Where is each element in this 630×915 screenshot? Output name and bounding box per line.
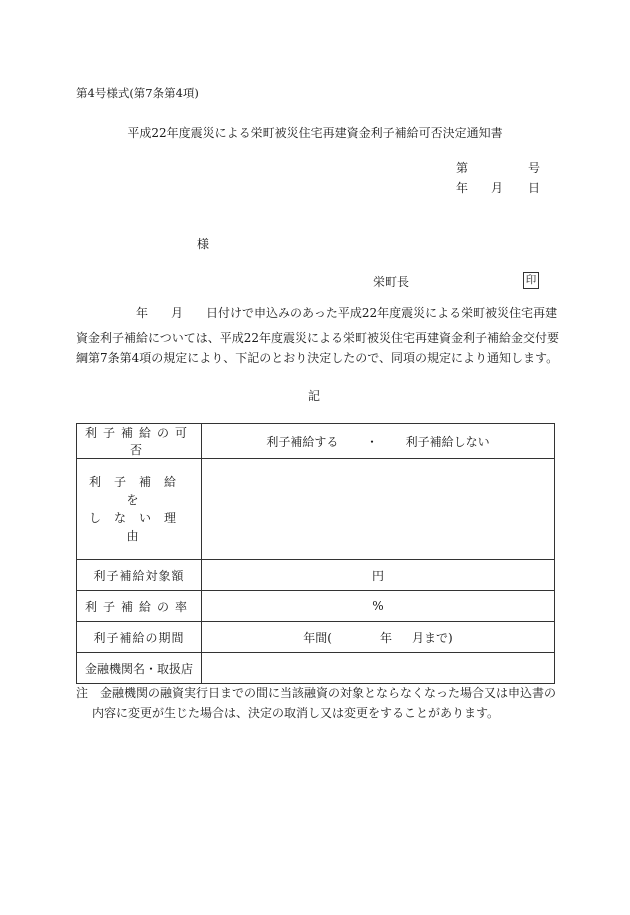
- table-row-reason: [77, 459, 555, 560]
- option-no-subsidize: 利子補給しない: [405, 434, 490, 449]
- form-number: 第4号様式(第7条第4項): [76, 86, 199, 100]
- period-end-year: 年: [379, 630, 392, 645]
- reference-number-prefix: 第: [456, 161, 469, 175]
- period-end-month: 月まで): [412, 630, 453, 645]
- label-period: 利子補給の期間: [77, 622, 202, 653]
- option-separator: ・: [365, 434, 378, 449]
- note-line-1: 注 金融機関の融資実行日までの間に当該融資の対象とならなくなった場合又は申込書の: [76, 686, 557, 700]
- body-year-label: 年: [136, 306, 149, 320]
- addressee-honorific: 様: [197, 237, 210, 251]
- value-bank: [202, 653, 555, 684]
- value-rate: [202, 591, 555, 622]
- reference-number-suffix: 号: [528, 161, 541, 175]
- note-line-2: 内容に変更が生じた場合は、決定の取消し又は変更をすることがあります。: [92, 706, 500, 720]
- label-rate: 利子補給の率: [77, 591, 202, 622]
- body-paragraph-line-1: [76, 306, 557, 320]
- document-title: 平成22年度震災による栄町被災住宅再建資金利子補給可否決定通知書: [127, 126, 503, 140]
- date-day-label: 日: [528, 181, 541, 195]
- label-bank: 金融機関名・取扱店: [77, 653, 202, 684]
- seal-mark: 印: [523, 272, 539, 289]
- date-year-label: 年: [456, 181, 469, 195]
- value-reason: [202, 459, 555, 560]
- body-paragraph-line-2: 資金利子補給については、平成22年度震災による栄町被災住宅再建資金利子補給金交付要: [76, 331, 560, 345]
- label-reason: [77, 459, 202, 560]
- ki-heading: 記: [308, 389, 321, 403]
- label-reason-line-2: しない理由: [88, 511, 189, 543]
- date-month-label: 月: [491, 181, 504, 195]
- label-amount: 利子補給対象額: [77, 560, 202, 591]
- option-subsidize: 利子補給する: [266, 434, 339, 449]
- table-row-rate: [77, 591, 555, 622]
- table-row-period: [77, 622, 555, 653]
- body-line-1-text: 日付けで申込みのあった平成22年度震災による栄町被災住宅再建: [206, 306, 558, 320]
- period-years: 年間(: [303, 630, 332, 645]
- rate-unit: %: [372, 599, 384, 613]
- body-month-label: 月: [171, 306, 184, 320]
- body-paragraph-line-3: 綱第7条第4項の規定により、下記のとおり決定したので、同項の規定により通知します。: [76, 351, 559, 365]
- value-subsidy-decision: [202, 424, 555, 459]
- label-subsidy-decision: 利子補給の可否: [77, 424, 202, 459]
- label-reason-line-1: 利子補給を: [88, 475, 189, 507]
- table-row-amount: [77, 560, 555, 591]
- issuer-name: 栄町長: [373, 275, 410, 289]
- table-row-bank: [77, 653, 555, 684]
- amount-unit: 円: [371, 568, 384, 583]
- value-period: [202, 622, 555, 653]
- decision-table: [76, 423, 555, 684]
- table-row-subsidy-decision: [77, 424, 555, 459]
- value-amount: [202, 560, 555, 591]
